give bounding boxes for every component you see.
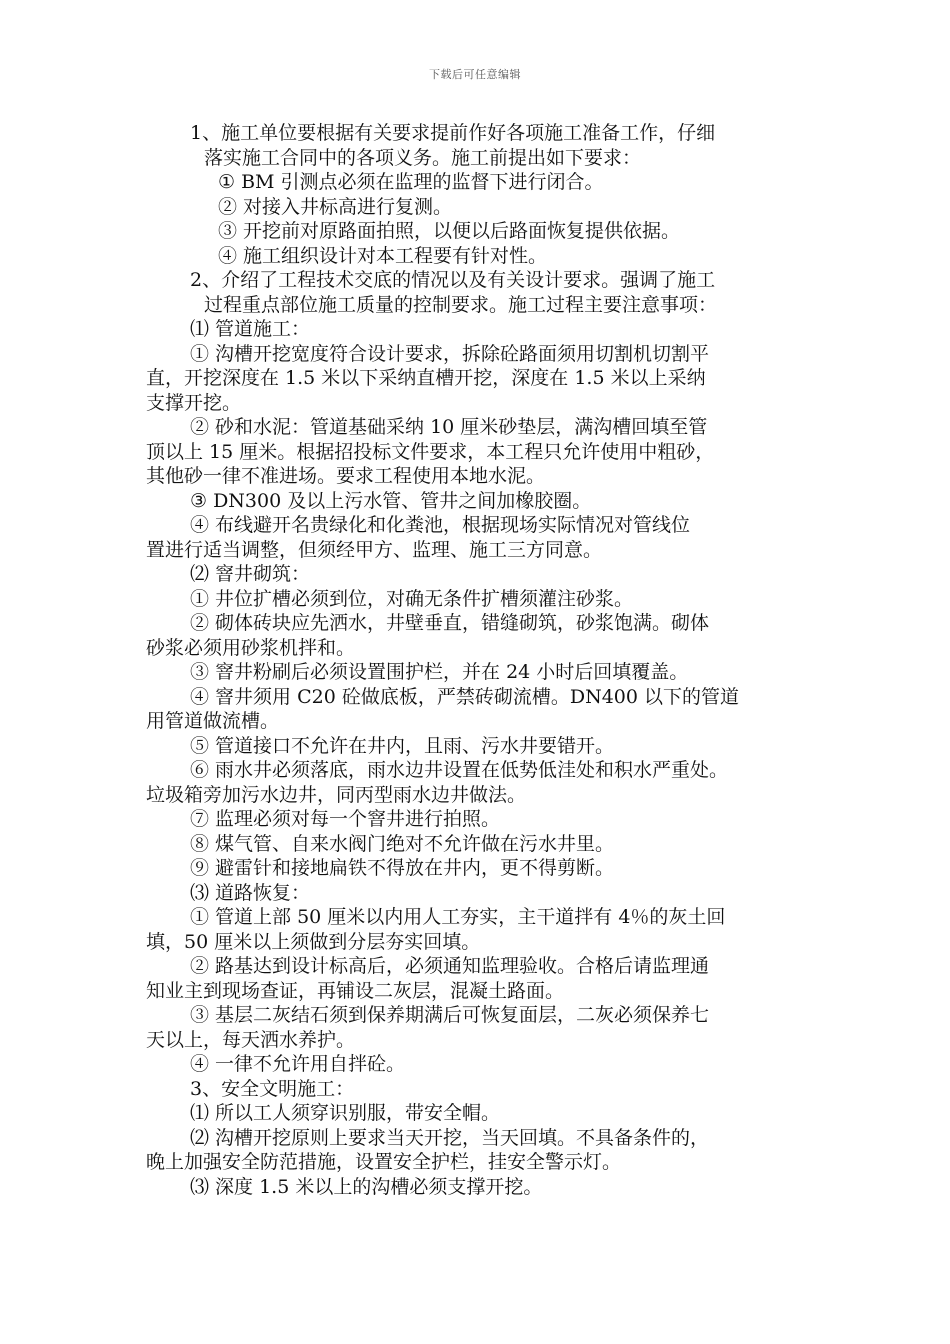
paragraph-line: ⑴ 所以工人须穿识别服，带安全帽。 (190, 1102, 501, 1124)
paragraph-line: 过程重点部位施工质量的控制要求。施工过程主要注意事项： (204, 293, 718, 316)
paragraph-line: ③ DN300 及以上污水管、管井之间加橡胶圈。 (190, 489, 592, 512)
document-body (146, 121, 826, 1199)
paragraph-line: 知业主到现场查证，再铺设二灰层，混凝土路面。 (146, 979, 565, 1002)
paragraph-line: 晚上加强安全防范措施，设置安全护栏，挂安全警示灯。 (146, 1151, 622, 1173)
paragraph-line: ③ 开挖前对原路面拍照，以便以后路面恢复提供依据。 (218, 220, 681, 242)
paragraph-line: ② 路基达到设计标高后，必须通知监理验收。合格后请监理通 (190, 955, 710, 977)
paragraph-line: ③ 基层二灰结石须到保养期满后可恢复面层，二灰必须保养七 (190, 1004, 710, 1026)
paragraph-line: ⑨ 避雷针和接地扁铁不得放在井内，更不得剪断。 (190, 857, 615, 879)
paragraph-line: ① BM 引测点必须在监理的监督下进行闭合。 (218, 171, 604, 193)
paragraph-line: 落实施工合同中的各项义务。施工前提出如下要求： (204, 146, 642, 169)
paragraph-line: 填，50 厘米以上须做到分层夯实回填。 (146, 930, 481, 953)
paragraph-line: 2、介绍了工程技术交底的情况以及有关设计要求。强调了施工 (190, 269, 716, 291)
paragraph-line: ⑤ 管道接口不允许在井内，且雨、污水井要错开。 (190, 734, 615, 757)
paragraph-line: 支撑开挖。 (146, 391, 242, 414)
paragraph-line: ② 砂和水泥：管道基础采纳 10 厘米砂垫层，满沟槽回填至管 (190, 416, 708, 438)
paragraph-line: ⑶ 深度 1.5 米以上的沟槽必须支撑开挖。 (190, 1175, 543, 1198)
paragraph-line: ⑵ 窨井砌筑： (190, 563, 311, 585)
paragraph-line: ① 管道上部 50 厘米以内用人工夯实，主干道拌有 4％的灰土回 (190, 906, 726, 928)
paragraph-line: ① 井位扩槽必须到位，对确无条件扩槽须灌注砂浆。 (190, 587, 634, 610)
paragraph-line: 砂浆必须用砂浆机拌和。 (146, 636, 356, 659)
paragraph-line: ② 砌体砖块应先洒水，井壁垂直，错缝砌筑，砂浆饱满。砌体 (190, 612, 710, 634)
paragraph-line: ⑧ 煤气管、自来水阀门绝对不允许做在污水井里。 (190, 832, 615, 855)
paragraph-line: ⑦ 监理必须对每一个窨井进行拍照。 (190, 808, 501, 830)
paragraph-line: ④ 布线避开名贵绿化和化粪池，根据现场实际情况对管线位 (190, 514, 691, 536)
paragraph-line: ④ 一律不允许用自拌砼。 (190, 1053, 406, 1075)
page-header: 下载后可任意编辑 (429, 68, 521, 81)
paragraph-line: ② 对接入井标高进行复测。 (218, 195, 453, 218)
paragraph-line: 天以上，每天洒水养护。 (146, 1028, 356, 1051)
paragraph-line: 置进行适当调整，但须经甲方、监理、施工三方同意。 (146, 538, 603, 561)
paragraph-line: 1、施工单位要根据有关要求提前作好各项施工准备工作，仔细 (190, 122, 716, 144)
paragraph-line: 顶以上 15 厘米。根据招投标文件要求，本工程只允许使用中粗砂， (146, 440, 715, 463)
paragraph-line: ④ 窨井须用 C20 砼做底板，严禁砖砌流槽。DN400 以下的管道 (190, 685, 739, 708)
paragraph-line: ④ 施工组织设计对本工程要有针对性。 (218, 244, 548, 267)
paragraph-line: ⑴ 管道施工： (190, 318, 311, 340)
paragraph-line: ① 沟槽开挖宽度符合设计要求，拆除砼路面须用切割机切割平 (190, 342, 710, 365)
paragraph-line: 垃圾箱旁加污水边井，同丙型雨水边井做法。 (146, 783, 527, 806)
paragraph-line: ⑥ 雨水井必须落底，雨水边井设置在低势低洼处和积水严重处。 (190, 759, 729, 781)
paragraph-line: ③ 窨井粉刷后必须设置围护栏，并在 24 小时后回填覆盖。 (190, 661, 689, 683)
paragraph-line: ⑶ 道路恢复： (190, 881, 311, 904)
paragraph-line: 用管道做流槽。 (146, 710, 280, 732)
paragraph-line: 3、安全文明施工： (190, 1077, 355, 1100)
paragraph-line: 直，开挖深度在 1.5 米以下采纳直槽开挖，深度在 1.5 米以上采纳 (146, 367, 706, 389)
paragraph-line: 其他砂一律不准进场。要求工程使用本地水泥。 (146, 465, 546, 487)
paragraph-line: ⑵ 沟槽开挖原则上要求当天开挖，当天回填。不具备条件的， (190, 1126, 710, 1149)
